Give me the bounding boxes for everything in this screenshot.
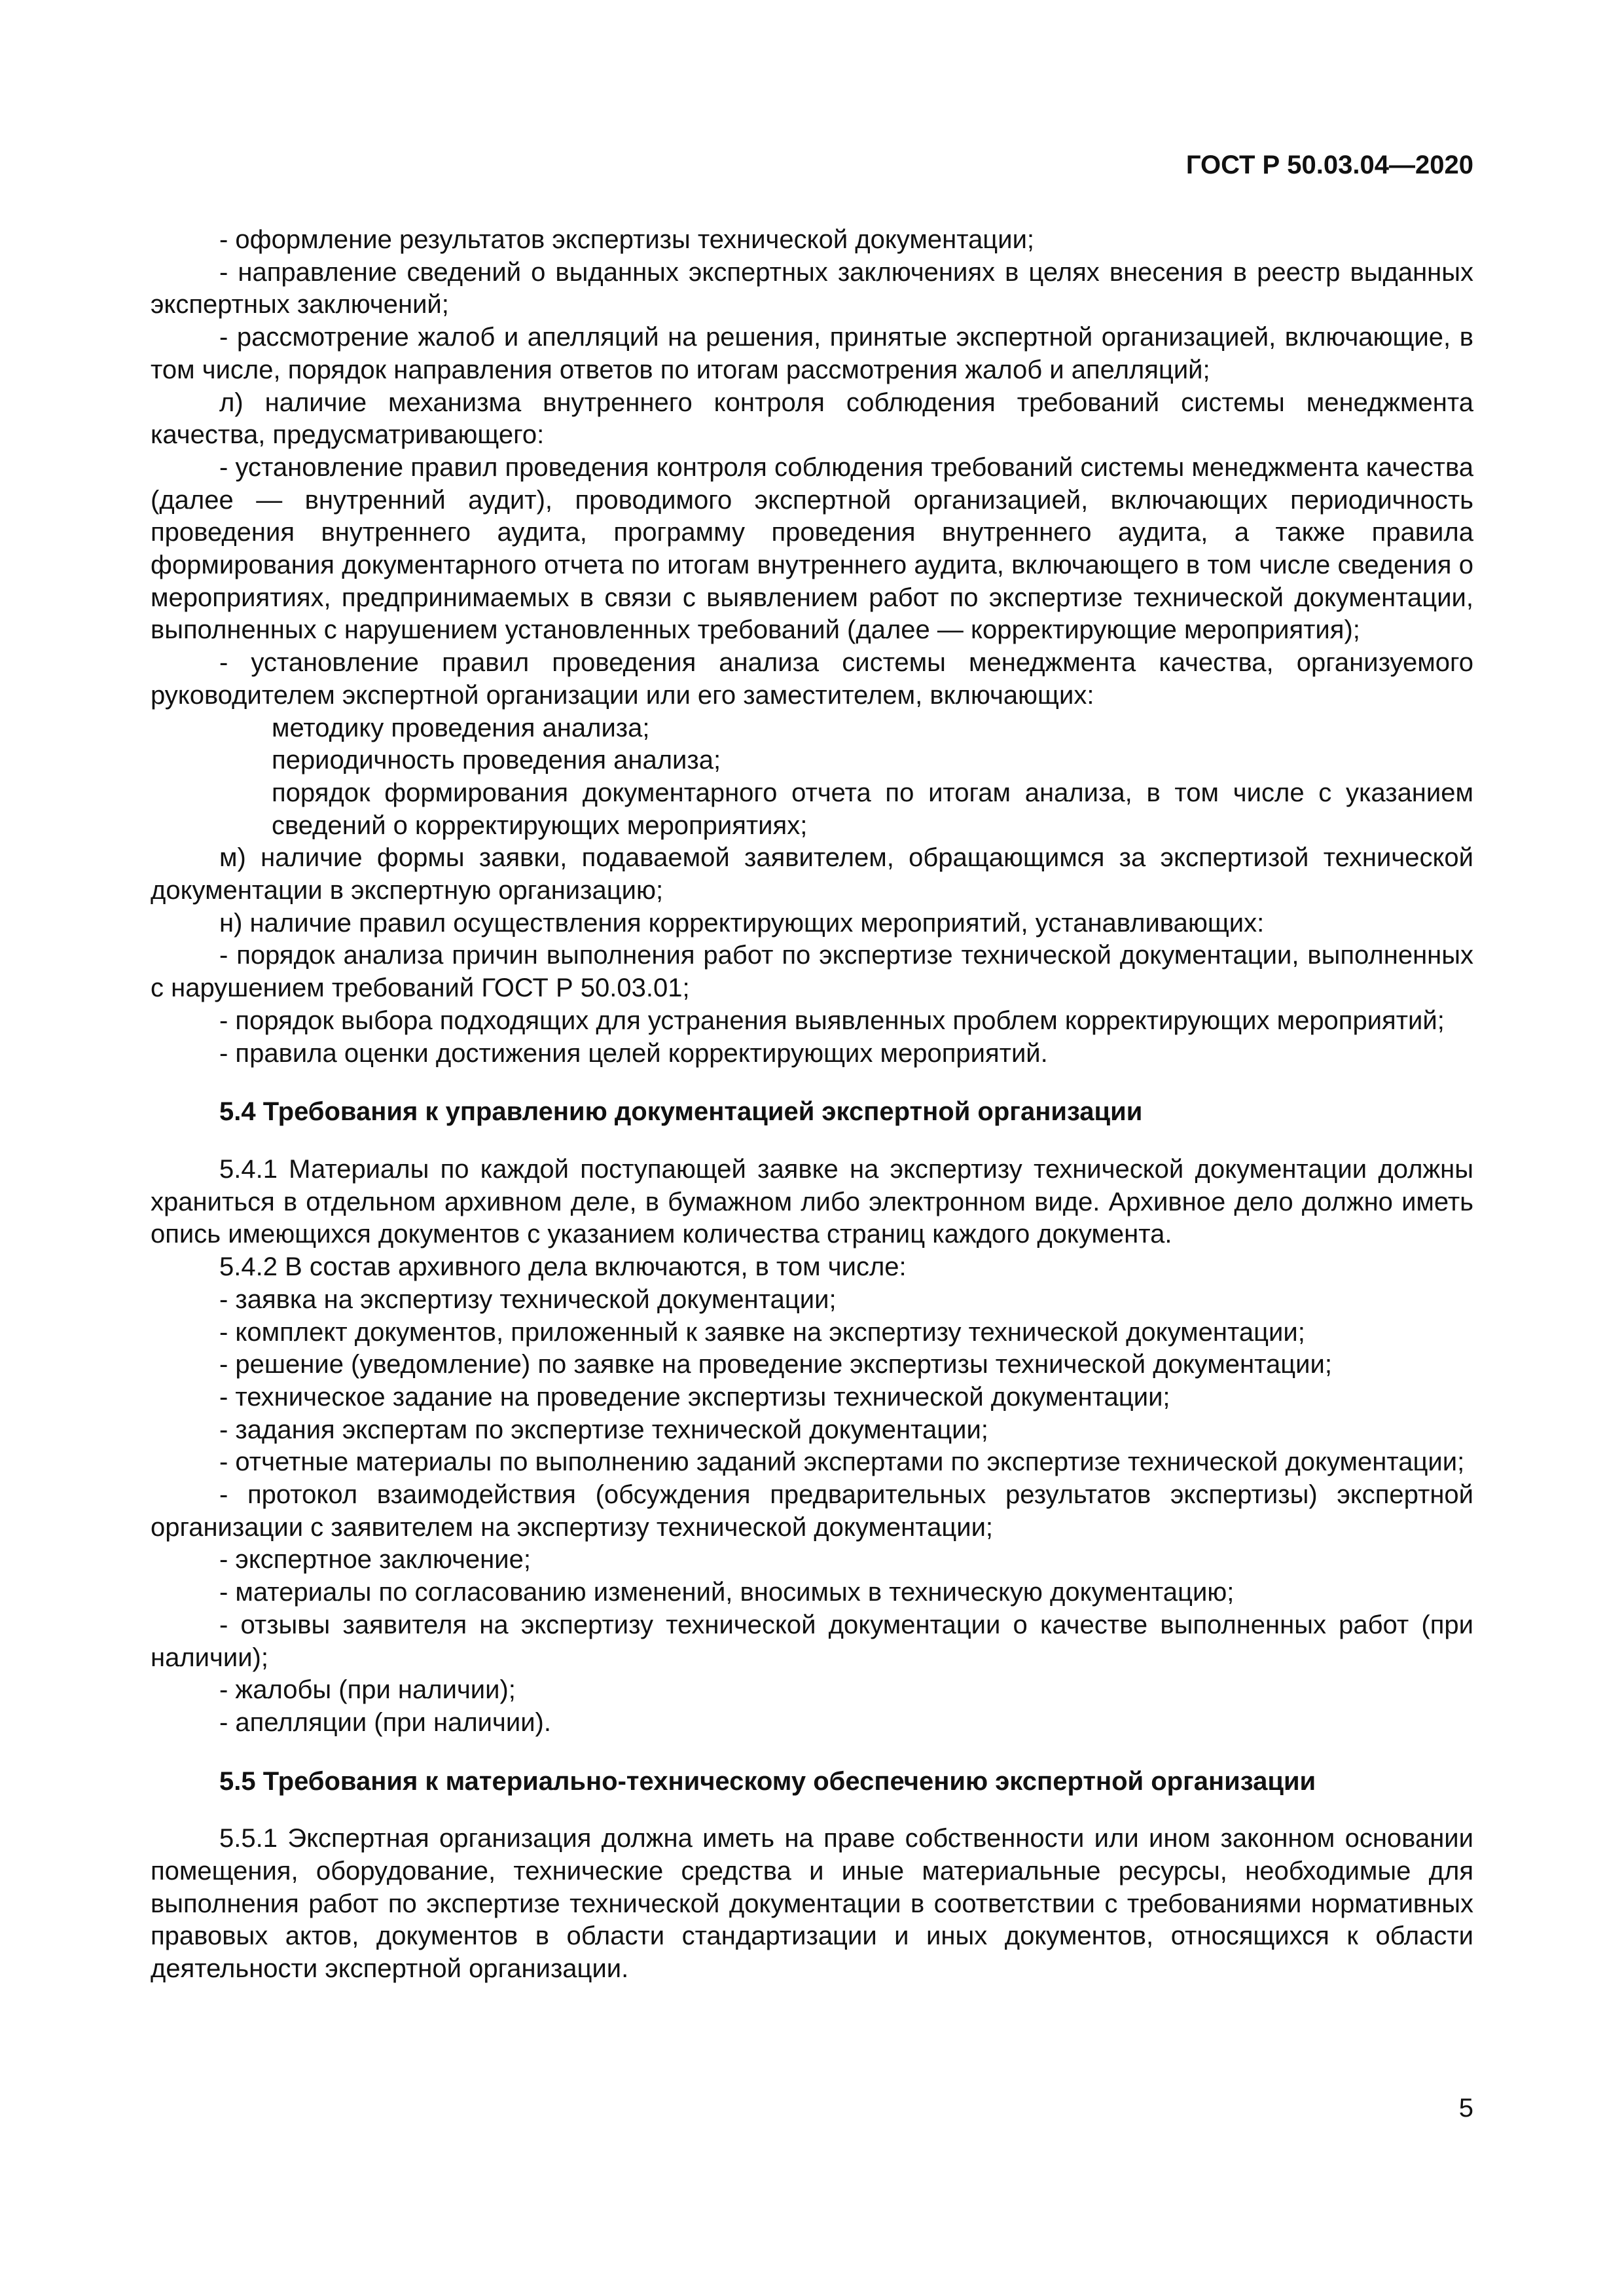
list-item: - материалы по согласованию изменений, вносимых в техническую документацию; [219, 1578, 1235, 1607]
page-number: 5 [1458, 2094, 1473, 2123]
clause-m: м) наличие формы заявки, подаваемой заявителем, обращающимся за экспертизой технической документации в экспертную организацию; [151, 843, 1473, 905]
list-item: - установление правил проведения анализа системы менеджмента качества, организуемого руководителем экспертной организации или его заместителем, включающих: [151, 648, 1473, 710]
list-item: - задания экспертам по экспертизе технической документации; [219, 1415, 988, 1444]
list-item: - правила оценки достижения целей корректирующих мероприятий. [219, 1038, 1048, 1068]
list-item: - заявка на экспертизу технической документации; [219, 1285, 837, 1314]
section-heading-5-5: 5.5 Требования к материально-техническому обеспечению экспертной организации [219, 1766, 1316, 1796]
clause-n: н) наличие правил осуществления корректирующих мероприятий, устанавливающих: [219, 908, 1265, 938]
list-item: - порядок выбора подходящих для устранения выявленных проблем корректирующих мероприятий; [219, 1006, 1445, 1035]
list-item: - жалобы (при наличии); [219, 1675, 516, 1705]
clause-5-4-2: 5.4.2 В состав архивного дела включаются, в том числе: [219, 1252, 907, 1282]
document-body [151, 224, 1473, 1986]
clause-5-4-1: 5.4.1 Материалы по каждой поступающей заявке на экспертизу технической документации должны храниться в отдельном архивном деле, в бумажном либо электронном виде. Архивное дело должно иметь опись имеющихся документов с указанием количества страниц каждого документа. [151, 1154, 1473, 1249]
clause-l: л) наличие механизма внутреннего контроля соблюдения требований системы менеджмента качества, предусматривающего: [151, 388, 1473, 450]
list-item: - протокол взаимодействия (обсуждения предварительных результатов экспертизы) экспертной организации с заявителем на экспертизу технической документации; [151, 1480, 1473, 1542]
sub-list-item: методику проведения анализа; [272, 713, 650, 742]
list-item: - экспертное заключение; [219, 1545, 531, 1575]
sub-list-item: периодичность проведения анализа; [272, 746, 721, 775]
list-item: - порядок анализа причин выполнения работ по экспертизе технической документации, выполненных с нарушением требований ГОСТ Р 50.03.01; [151, 941, 1473, 1003]
list-item: - апелляции (при наличии). [219, 1707, 551, 1737]
sub-list-item: порядок формирования документарного отчета по итогам анализа, в том числе с указанием сведений о корректирующих мероприятиях; [272, 778, 1473, 840]
list-item: - установление правил проведения контроля соблюдения требований системы менеджмента качества (далее — внутренний аудит), проводимого экспертной организацией, включающих периодичность проведения внутреннего аудита, программу проведения внутреннего аудита, а также правила формирования документарного отчета по итогам внутреннего аудита, включающего в том числе сведения о мероприятиях, предпринимаемых в связи с выявлением работ по экспертизе технической документации, выполненных с нарушением установленных требований (далее — корректирующие мероприятия); [151, 452, 1473, 645]
list-item: - оформление результатов экспертизы технической документации; [219, 225, 1035, 254]
list-item: - комплект документов, приложенный к заявке на экспертизу технической документации; [219, 1317, 1305, 1347]
list-item: - отзывы заявителя на экспертизу технической документации о качестве выполненных работ (при наличии); [151, 1610, 1473, 1672]
list-item: - направление сведений о выданных экспертных заключениях в целях внесения в реестр выданных экспертных заключений; [151, 257, 1473, 319]
clause-5-5-1: 5.5.1 Экспертная организация должна иметь на праве собственности или ином законном основании помещения, оборудование, технические средства и иные материальные ресурсы, необходимые для выполнения работ по экспертизе технической документации в соответствии с требованиями нормативных правовых актов, документов в области стандартизации и иных документов, относящихся к области деятельности экспертной организации. [151, 1824, 1473, 1984]
section-heading-5-4: 5.4 Требования к управлению документацией экспертной организации [219, 1097, 1143, 1127]
list-item: - решение (уведомление) по заявке на проведение экспертизы технической документации; [219, 1350, 1332, 1379]
list-item: - отчетные материалы по выполнению заданий экспертами по экспертизе технической документации; [219, 1448, 1465, 1477]
list-item: - рассмотрение жалоб и апелляций на решения, принятые экспертной организацией, включающие, в том числе, порядок направления ответов по итогам рассмотрения жалоб и апелляций; [151, 323, 1473, 384]
list-item: - техническое задание на проведение экспертизы технической документации; [219, 1382, 1170, 1412]
document-code: ГОСТ Р 50.03.04—2020 [1185, 151, 1473, 179]
